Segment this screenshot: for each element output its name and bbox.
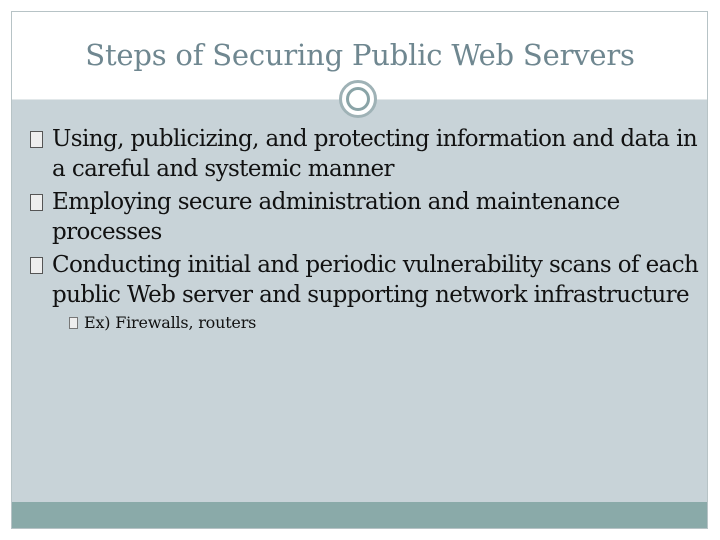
sub-bullet-item <box>68 313 700 333</box>
bullet-list <box>20 124 700 333</box>
ring-divider-icon <box>339 80 377 118</box>
slide-title: Steps of Securing Public Web Servers <box>85 38 635 72</box>
bullet-item <box>20 187 700 247</box>
footer-band <box>12 502 707 528</box>
box-bullet-icon <box>30 194 43 211</box>
bullet-item <box>20 250 700 310</box>
bullet-text: Using, publicizing, and protecting information and data in a careful and systemic manner <box>52 126 698 182</box>
small-box-bullet-icon <box>69 317 78 329</box>
box-bullet-icon <box>30 131 43 148</box>
bullet-item <box>20 124 700 184</box>
box-bullet-icon <box>30 257 43 274</box>
bullet-text: Conducting initial and periodic vulnerability scans of each public Web server and supporting network infrastructure <box>52 252 699 308</box>
bullet-text: Employing secure administration and maintenance processes <box>52 189 620 245</box>
sub-bullet-text: Ex) Firewalls, routers <box>84 313 257 332</box>
